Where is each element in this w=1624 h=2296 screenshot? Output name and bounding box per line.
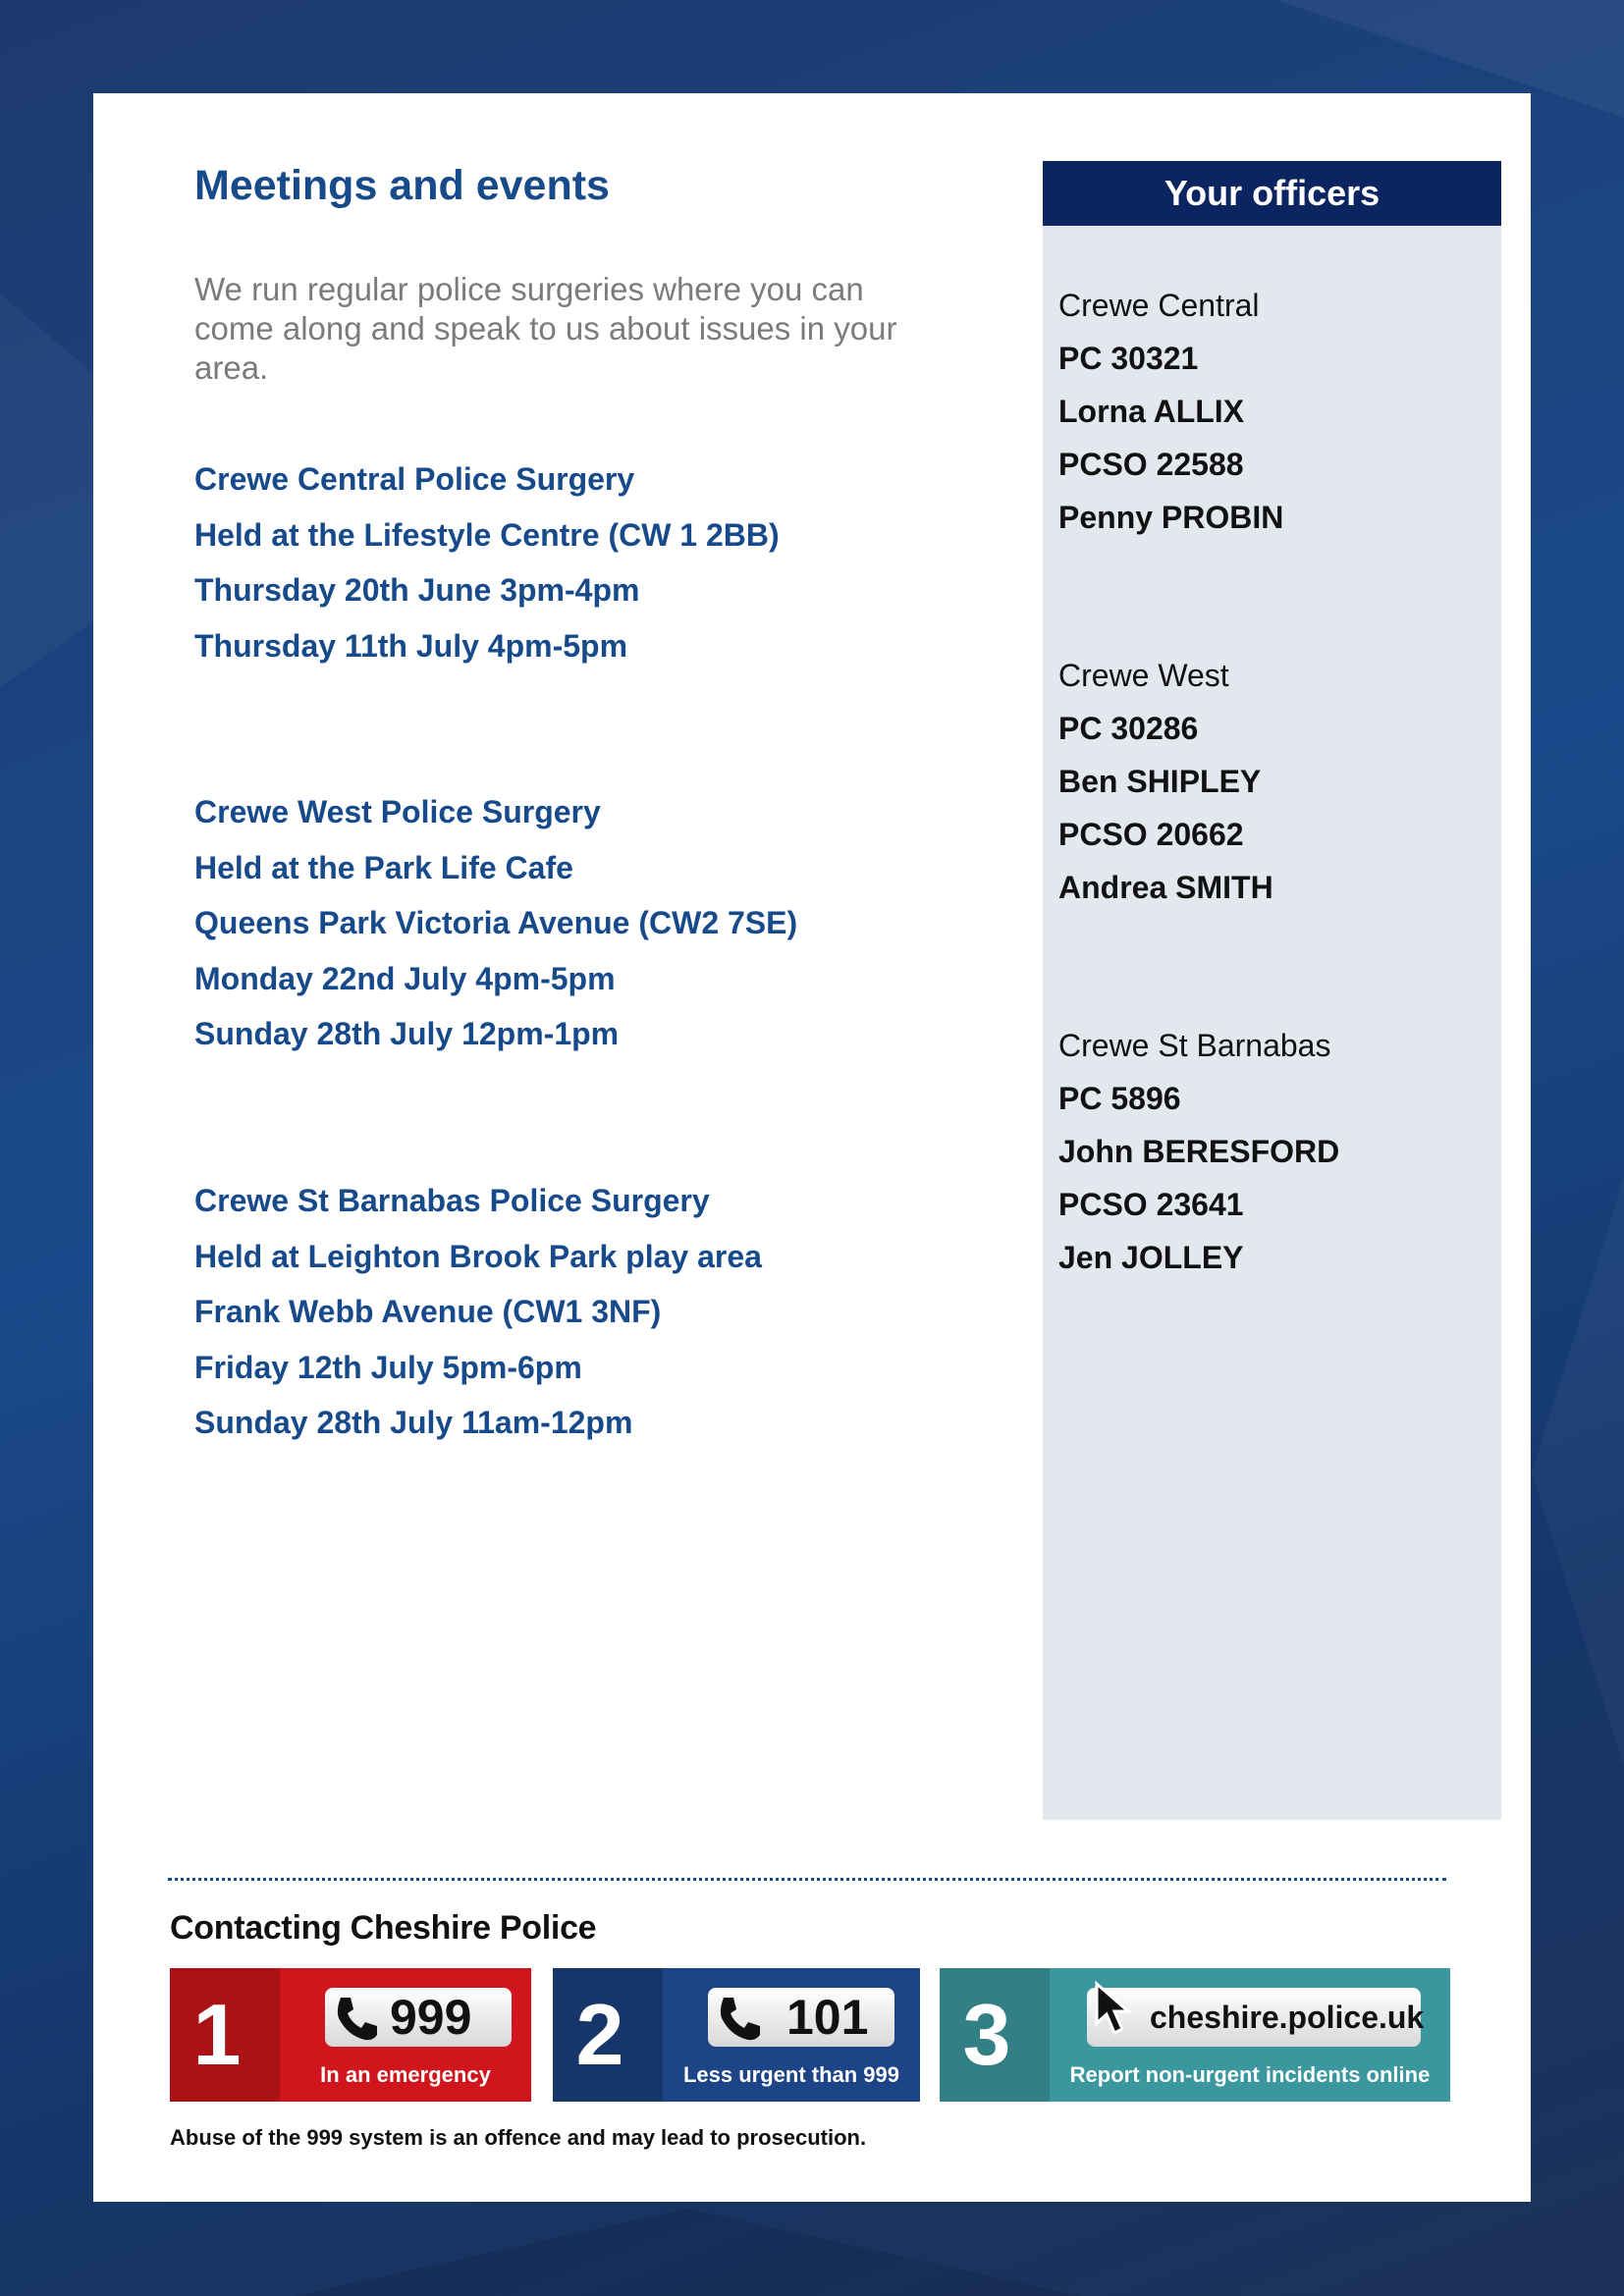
officer-area-crewe-central: [1058, 287, 1283, 552]
dotted-divider: [168, 1878, 1446, 1881]
surgery-date: Thursday 20th June 3pm-4pm: [194, 572, 640, 609]
pcso-name: Jen JOLLEY: [1058, 1240, 1244, 1275]
surgery-date: Sunday 28th July 12pm-1pm: [194, 1016, 620, 1052]
surgery-date: Friday 12th July 5pm-6pm: [194, 1349, 582, 1385]
surgery-name: Crewe Central Police Surgery: [194, 461, 635, 497]
surgery-crewe-west: [194, 794, 980, 1072]
officers-panel: [1043, 161, 1501, 1820]
contact-option-999: [170, 1968, 531, 2102]
cursor-icon: [1091, 1980, 1140, 2039]
option-number: 2: [575, 1986, 624, 2083]
option-label: 101: [786, 1990, 869, 2045]
ward-name: Crewe Central: [1058, 288, 1260, 323]
surgery-date: Thursday 11th July 4pm-5pm: [194, 627, 628, 664]
surgery-address: Queens Park Victoria Avenue (CW2 7SE): [194, 905, 798, 941]
surgery-venue: Held at the Park Life Cafe: [194, 849, 573, 885]
option-number: 3: [962, 1986, 1011, 2083]
surgery-address: Frank Webb Avenue (CW1 3NF): [194, 1294, 662, 1330]
pc-id: PC 5896: [1058, 1081, 1181, 1116]
meetings-title: Meetings and events: [194, 162, 610, 209]
surgery-crewe-central: [194, 461, 980, 683]
pcso-name: Penny PROBIN: [1058, 500, 1284, 535]
pc-id: PC 30286: [1058, 711, 1199, 746]
number-pill[interactable]: [708, 1988, 894, 2047]
ward-name: Crewe St Barnabas: [1058, 1028, 1331, 1063]
pcso-name: Andrea SMITH: [1058, 870, 1273, 905]
officer-area-crewe-st-barnabas: [1058, 1027, 1339, 1292]
phone-icon: [331, 1992, 382, 2043]
surgery-name: Crewe West Police Surgery: [194, 794, 601, 829]
surgery-venue: Held at Leighton Brook Park play area: [194, 1238, 762, 1274]
pcso-id: PCSO 20662: [1058, 817, 1244, 852]
pcso-id: PCSO 22588: [1058, 447, 1244, 482]
option-label: cheshire.police.uk: [1150, 2000, 1425, 2035]
pcso-id: PCSO 23641: [1058, 1187, 1244, 1222]
pc-name: John BERESFORD: [1058, 1134, 1340, 1169]
warning-text: Abuse of the 999 system is an offence and may lead to prosecution.: [170, 2125, 867, 2150]
pc-name: Ben SHIPLEY: [1058, 764, 1262, 799]
officers-title: Your officers: [1043, 161, 1501, 226]
officer-area-crewe-west: [1058, 657, 1273, 922]
contact-option-101: [553, 1968, 920, 2102]
option-caption: Less urgent than 999: [682, 2062, 900, 2087]
page-card: [93, 93, 1531, 2202]
surgery-venue: Held at the Lifestyle Centre (CW 1 2BB): [194, 516, 780, 553]
ward-name: Crewe West: [1058, 658, 1229, 693]
surgery-date: Sunday 28th July 11am-12pm: [194, 1405, 633, 1441]
option-number: 1: [192, 1986, 242, 2083]
website-link[interactable]: [1087, 1988, 1425, 2047]
pc-id: PC 30321: [1058, 341, 1199, 376]
number-pill[interactable]: [325, 1988, 512, 2047]
option-caption: Report non-urgent incidents online: [1069, 2062, 1431, 2087]
phone-icon: [714, 1992, 765, 2043]
surgery-date: Monday 22nd July 4pm-5pm: [194, 960, 616, 996]
surgery-crewe-st-barnabas: [194, 1183, 980, 1461]
meetings-intro: We run regular police surgeries where you can come along and speak to us about issues in your area.: [194, 271, 897, 386]
contact-option-website: [940, 1968, 1450, 2102]
option-label: 999: [390, 1990, 472, 2045]
contact-title: Contacting Cheshire Police: [170, 1909, 597, 1947]
pc-name: Lorna ALLIX: [1058, 394, 1245, 429]
surgery-name: Crewe St Barnabas Police Surgery: [194, 1183, 710, 1218]
option-caption: In an emergency: [320, 2062, 491, 2087]
